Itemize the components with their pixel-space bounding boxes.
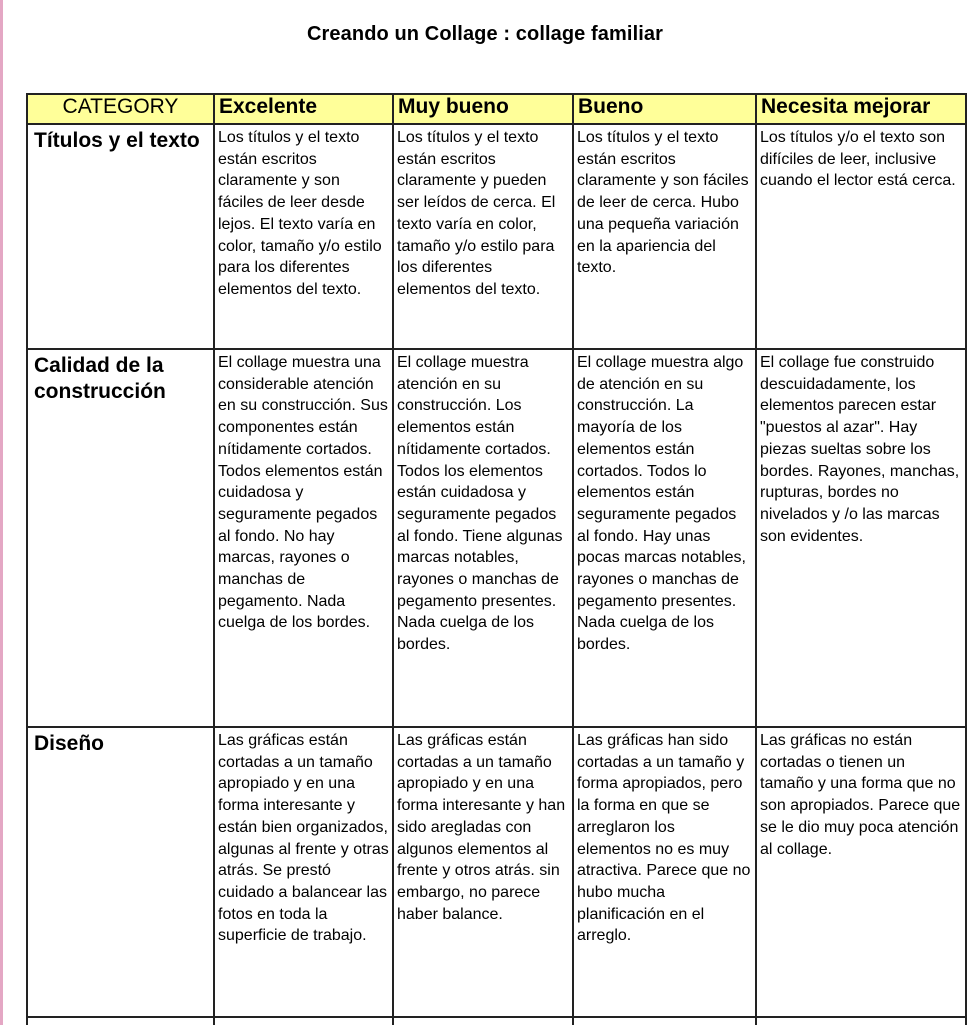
cell-muy-bueno: Los títulos y el texto están escritos claramente y pueden ser leídos de cerca. El texto varía en color, tamaño y/o estilo para los diferentes elementos del texto. (393, 124, 573, 349)
header-category: CATEGORY (27, 94, 214, 124)
cell-necesita-mejorar: El collage fue construido descuidadamente, los elementos parecen estar "puestos al azar". Hay piezas sueltas sobre los bordes. Rayones, manchas, rupturas, bordes no nivelados y /o las marcas son evidentes. (756, 349, 966, 727)
empty-cell (573, 1017, 756, 1025)
row-category: Calidad de la construcción (27, 349, 214, 727)
empty-cell (214, 1017, 393, 1025)
cell-necesita-mejorar: Las gráficas no están cortadas o tienen un tamaño y una forma que no son apropiados. Parece que se le dio muy poca atención al collage. (756, 727, 966, 1017)
cell-bueno: Las gráficas han sido cortadas a un tamaño y forma apropiados, pero la forma en que se arreglaron los elementos no es muy atractiva. Parece que no hubo mucha planificación en el arreglo. (573, 727, 756, 1017)
table-row-cut-off (27, 1017, 966, 1025)
header-muy-bueno: Muy bueno (393, 94, 573, 124)
cell-muy-bueno: Las gráficas están cortadas a un tamaño apropiado y en una forma interesante y han sido aregladas con algunos elementos al frente y otros atrás. sin embargo, no parece haber balance. (393, 727, 573, 1017)
header-bueno: Bueno (573, 94, 756, 124)
empty-cell (756, 1017, 966, 1025)
cell-bueno: El collage muestra algo de atención en su construcción. La mayoría de los elementos están cortados. Todos lo elementos están seguramente pegados al fondo. Hay unas pocas marcas notables, rayones o manchas de pegamento presentes. Nada cuelga de los bordes. (573, 349, 756, 727)
cell-muy-bueno: El collage muestra atención en su construcción. Los elementos están nítidamente cortados. Todos los elementos están cuidadosa y seguramente pegados al fondo. Tiene algunas marcas notables, rayones o manchas de pegamento presentes. Nada cuelga de los bordes. (393, 349, 573, 727)
cell-bueno: Los títulos y el texto están escritos claramente y son fáciles de leer de cerca. Hubo una pequeña variación en la apariencia del texto. (573, 124, 756, 349)
table-row (27, 727, 966, 1017)
left-edge-stripe (0, 0, 3, 1025)
rubric-table (26, 93, 967, 1025)
header-necesita-mejorar: Necesita mejorar (756, 94, 966, 124)
empty-cell (27, 1017, 214, 1025)
cell-excelente: El collage muestra una considerable atención en su construcción. Sus componentes están nítidamente cortados. Todos elementos están cuidadosa y seguramente pegados al fondo. No hay marcas, rayones o manchas de pegamento. Nada cuelga de los bordes. (214, 349, 393, 727)
cell-necesita-mejorar: Los títulos y/o el texto son difíciles de leer, inclusive cuando el lector está cerca. (756, 124, 966, 349)
cell-excelente: Las gráficas están cortadas a un tamaño apropiado y en una forma interesante y están bien organizados, algunas al frente y otras atrás. Se prestó cuidado a balancear las fotos en toda la superficie de trabajo. (214, 727, 393, 1017)
empty-cell (393, 1017, 573, 1025)
row-category: Diseño (27, 727, 214, 1017)
page-title: Creando un Collage : collage familiar (307, 23, 663, 45)
table-row (27, 124, 966, 349)
cell-excelente: Los títulos y el texto están escritos claramente y son fáciles de leer desde lejos. El texto varía en color, tamaño y/o estilo para los diferentes elementos del texto. (214, 124, 393, 349)
header-row (27, 94, 966, 124)
table-row (27, 349, 966, 727)
row-category: Títulos y el texto (27, 124, 214, 349)
header-excelente: Excelente (214, 94, 393, 124)
